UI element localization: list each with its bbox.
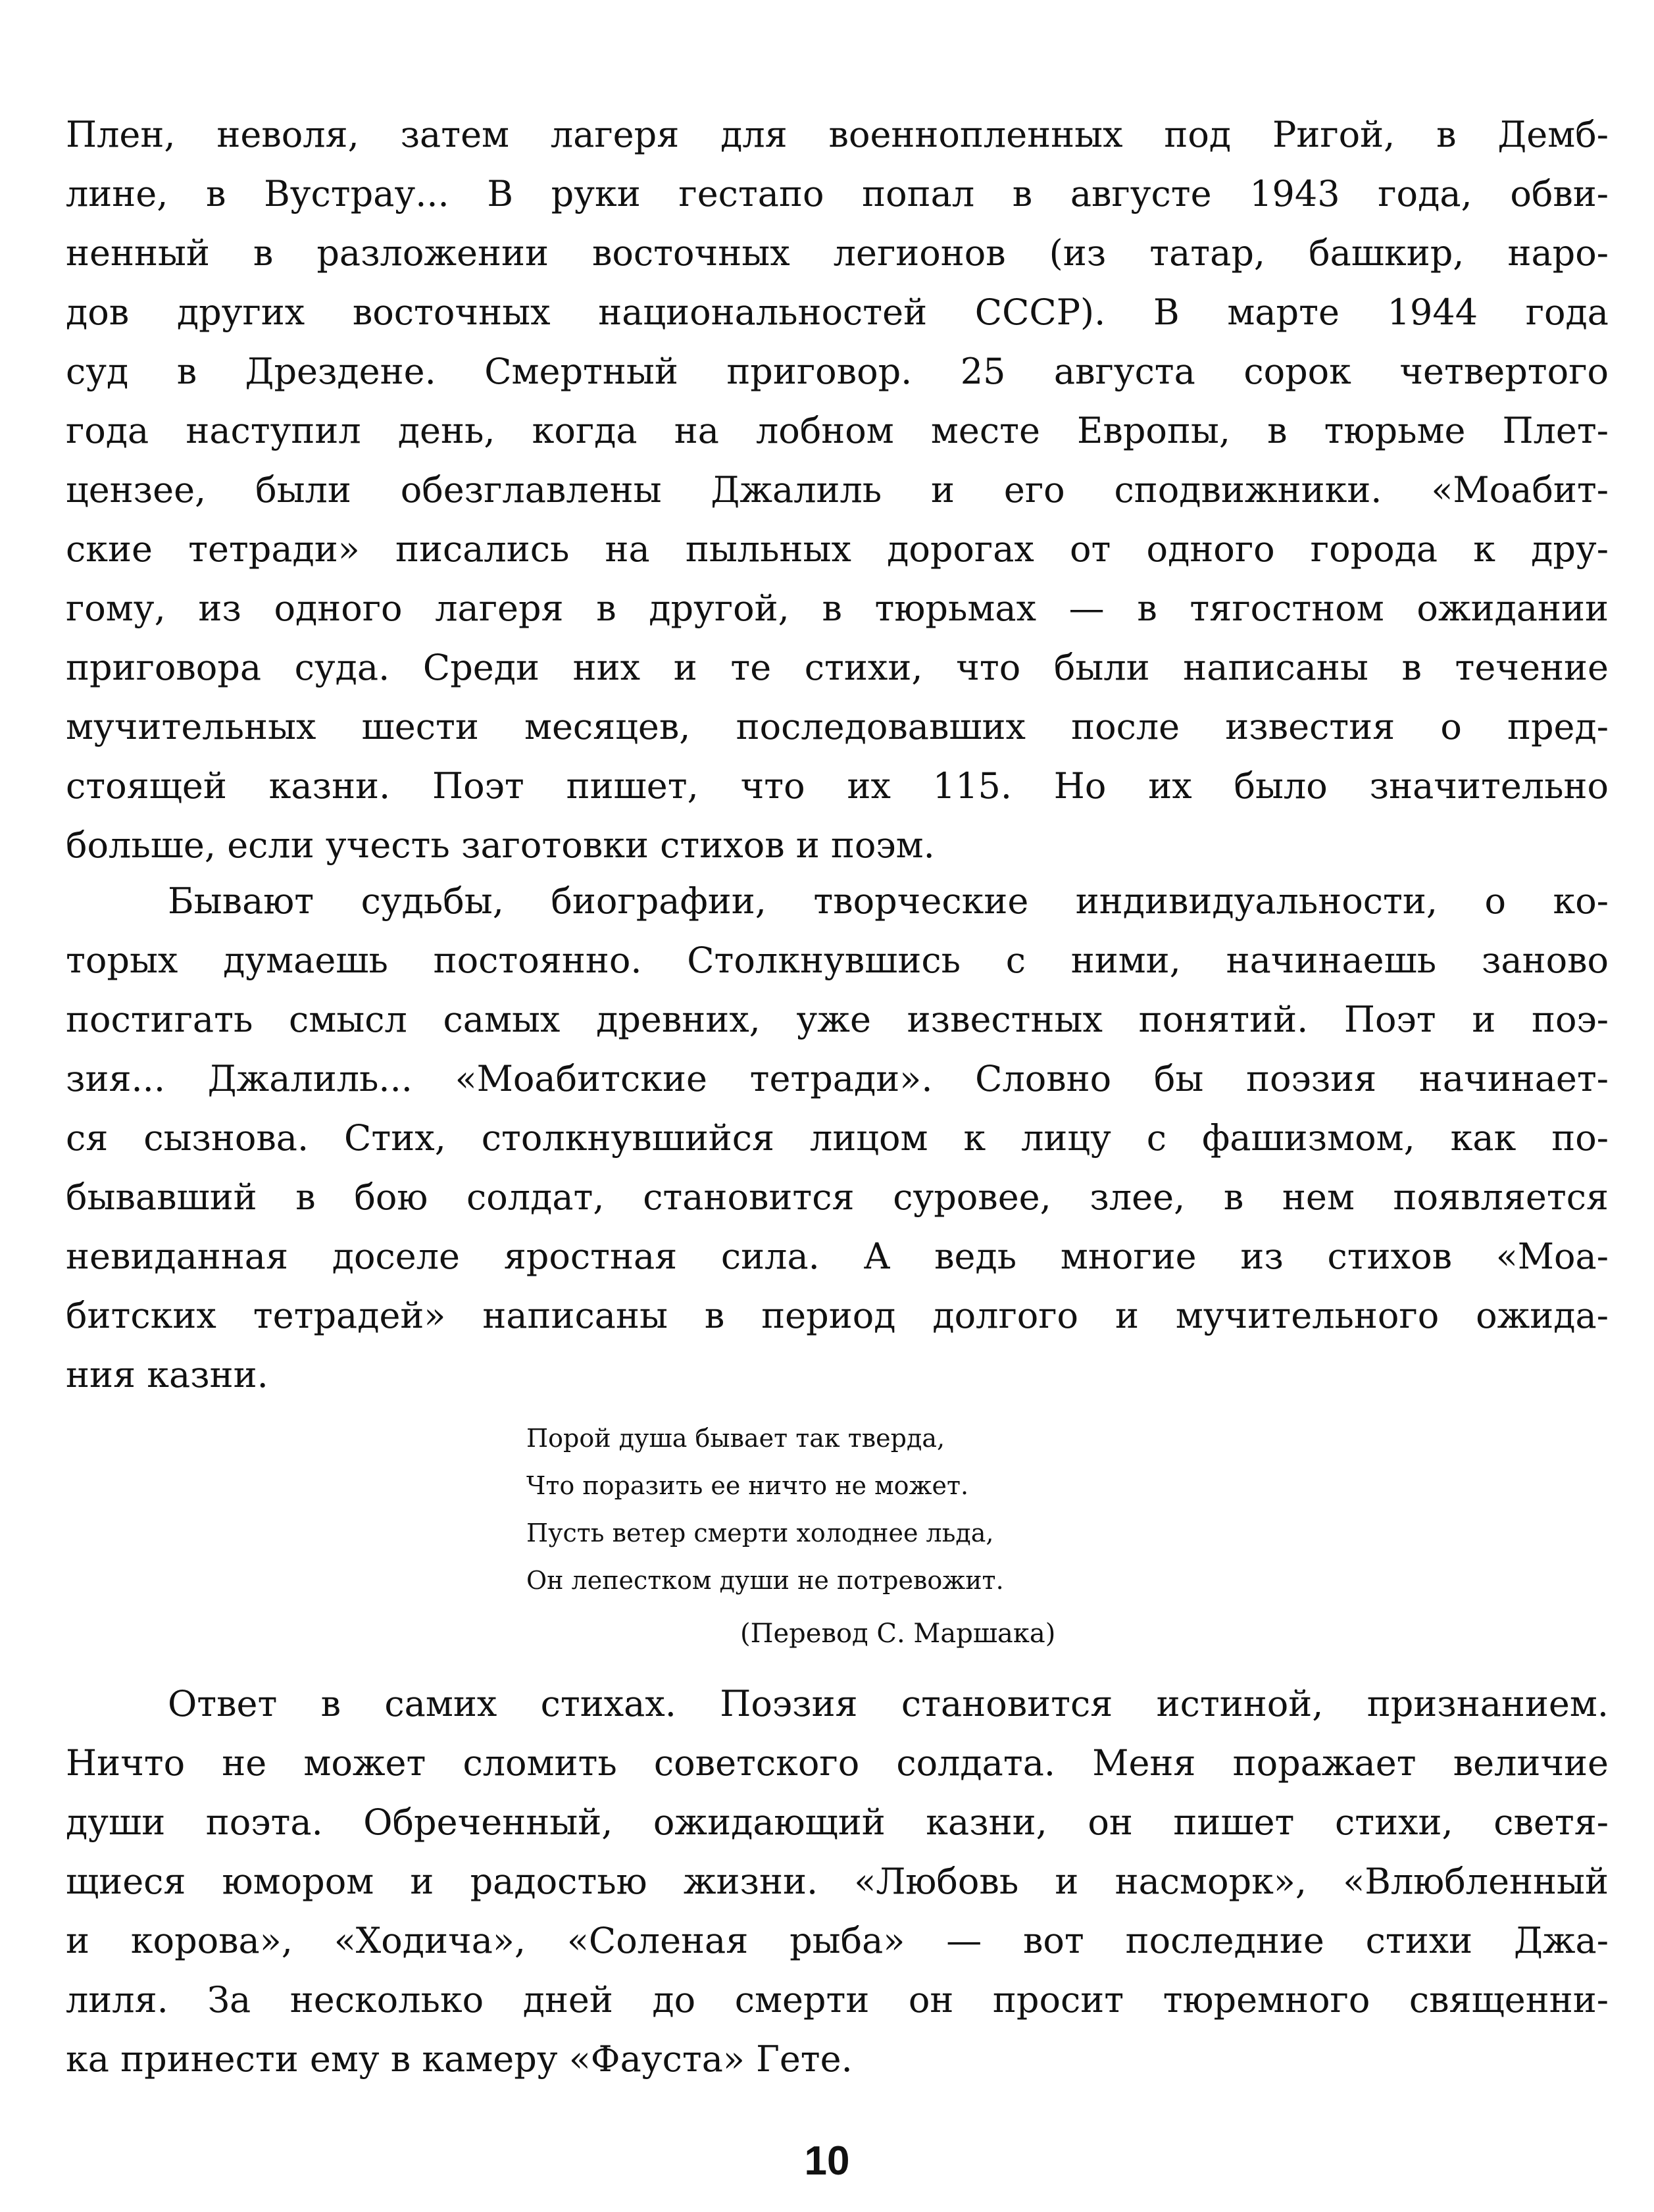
text-line: приговора суда. Среди них и те стихи, что были написаны в течение (66, 647, 1609, 688)
paragraph-2 (66, 872, 1609, 1405)
text-line: невиданная доселе яростная сила. А ведь многие из стихов «Моа- (66, 1236, 1609, 1277)
poem-line: Он лепестком души не потревожит. (526, 1566, 1004, 1595)
paragraph-3 (66, 1674, 1609, 2089)
text-line: битских тетрадей» написаны в период долгого и мучительного ожида- (66, 1295, 1609, 1336)
text-line: торых думаешь постоянно. Столкнувшись с ними, начинаешь заново (66, 940, 1609, 981)
text-line: Бывают судьбы, биографии, творческие индивидуальности, о ко- (168, 880, 1609, 922)
text-line: стоящей казни. Поэт пишет, что их 115. Но их было значительно (66, 765, 1609, 807)
translation-credit: (Перевод С. Маршака) (740, 1619, 1056, 1649)
text-line: лине, в Вустрау... В руки гестапо попал в августе 1943 года, обви- (66, 173, 1609, 214)
text-line: ненный в разложении восточных легионов (из татар, башкир, наро- (66, 232, 1609, 274)
text-line: Плен, неволя, затем лагеря для военнопленных под Ригой, в Демб- (66, 114, 1609, 155)
text-line: года наступил день, когда на лобном месте Европы, в тюрьме Плет- (66, 410, 1609, 451)
text-line: цензее, были обезглавлены Джалиль и его сподвижники. «Моабит- (66, 469, 1609, 511)
text-line: души поэта. Обреченный, ожидающий казни, он пишет стихи, светя- (66, 1801, 1609, 1843)
text-line: бывавший в бою солдат, становится суровее, злее, в нем появляется (66, 1176, 1609, 1218)
text-line: и корова», «Ходича», «Соленая рыба» — вот последние стихи Джа- (66, 1920, 1609, 1961)
text-line: Ответ в самих стихах. Поэзия становится истиной, признанием. (168, 1683, 1609, 1724)
text-line: ка принести ему в камеру «Фауста» Гете. (66, 2038, 853, 2080)
poem-line: Что поразить ее ничто не может. (526, 1471, 969, 1500)
page-number: 10 (804, 2138, 850, 2184)
paragraph-1 (66, 105, 1609, 875)
text-line: щиеся юмором и радостью жизни. «Любовь и насморк», «Влюбленный (66, 1861, 1609, 1902)
text-line: Ничто не может сломить советского солдата. Меня поражает величие (66, 1742, 1609, 1784)
text-line: лиля. За несколько дней до смерти он просит тюремного священни- (66, 1979, 1609, 2021)
poem-line: Порой душа бывает так тверда, (526, 1424, 945, 1453)
text-line: зия... Джалиль... «Моабитские тетради». Словно бы поэзия начинает- (66, 1058, 1609, 1099)
text-line: суд в Дрездене. Смертный приговор. 25 августа сорок четвертого (66, 351, 1609, 392)
text-line: ские тетради» писались на пыльных дорогах от одного города к дру- (66, 528, 1609, 570)
text-line: больше, если учесть заготовки стихов и поэм. (66, 824, 935, 866)
text-line: постигать смысл самых древних, уже известных понятий. Поэт и поэ- (66, 999, 1609, 1040)
text-line: мучительных шести месяцев, последовавших после известия о пред- (66, 706, 1609, 747)
poem-line: Пусть ветер смерти холоднее льда, (526, 1519, 994, 1547)
text-line: ся сызнова. Стих, столкнувшийся лицом к лицу с фашизмом, как по- (66, 1117, 1609, 1159)
poem-quote (526, 1415, 1184, 1663)
text-line: гому, из одного лагеря в другой, в тюрьмах — в тягостном ожидании (66, 588, 1609, 629)
text-line: ния казни. (66, 1354, 268, 1395)
text-line: дов других восточных национальностей СССР). В марте 1944 года (66, 291, 1609, 333)
